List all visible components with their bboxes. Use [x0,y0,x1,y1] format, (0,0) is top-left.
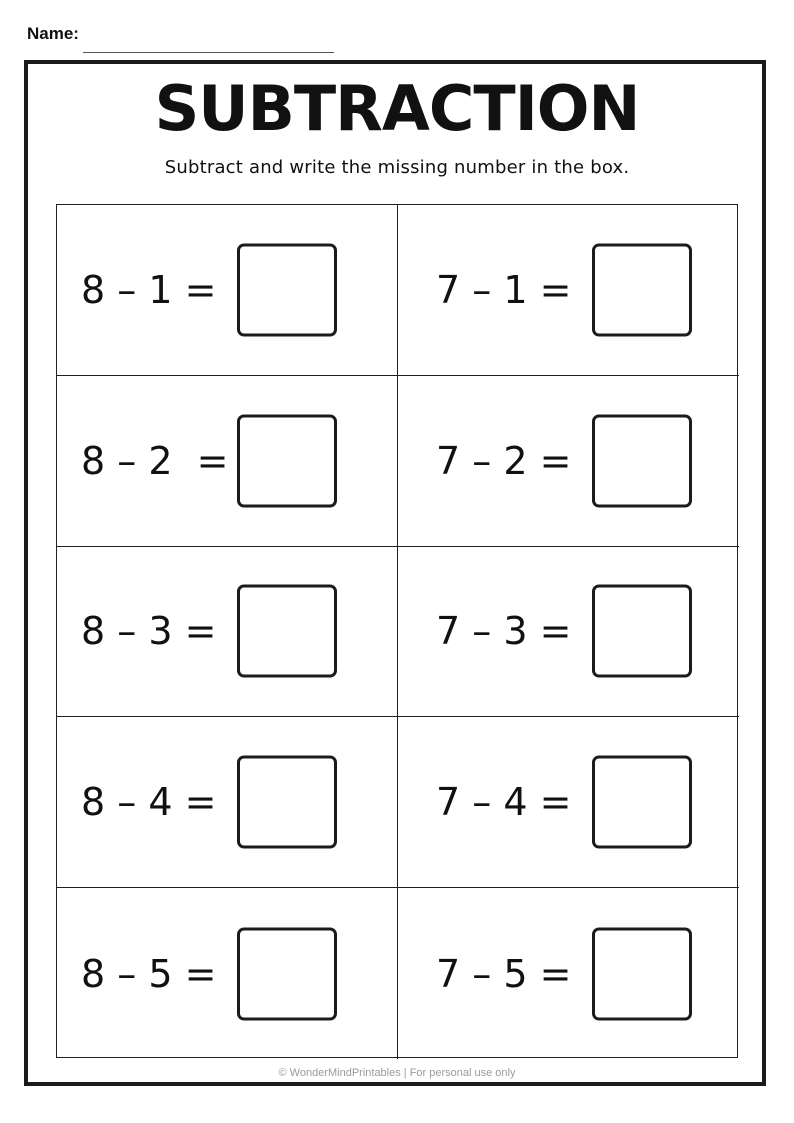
equation: 8 – 5 = [81,951,217,996]
problem-cell [398,717,739,888]
equation: 7 – 3 = [436,609,572,654]
problem-cell [398,888,739,1059]
problem-cell [57,376,398,547]
answer-box[interactable] [237,927,337,1020]
equation: 8 – 1 = [81,267,217,312]
answer-box[interactable] [237,756,337,849]
problem-cell [57,547,398,718]
equation: 8 – 3 = [81,609,217,654]
answer-box[interactable] [592,585,692,678]
worksheet-title: SUBTRACTION [154,72,640,145]
equation: 7 – 5 = [436,951,572,996]
equation: 7 – 2 = [436,438,572,483]
answer-box[interactable] [237,414,337,507]
answer-box[interactable] [592,414,692,507]
footer-credit: © WonderMindPrintables | For personal use only [278,1067,516,1079]
equation: 8 – 2 = [81,438,229,483]
problem-cell [57,717,398,888]
equation: 8 – 4 = [81,780,217,825]
problem-grid [56,204,738,1058]
problem-cell [398,376,739,547]
problem-cell [398,547,739,718]
answer-box[interactable] [237,243,337,336]
equation: 7 – 4 = [436,780,572,825]
problem-cell [57,888,398,1059]
answer-box[interactable] [592,756,692,849]
name-line[interactable] [83,52,334,53]
equation: 7 – 1 = [436,267,572,312]
answer-box[interactable] [592,927,692,1020]
answer-box[interactable] [592,243,692,336]
problem-cell [398,205,739,376]
problem-cell [57,205,398,376]
worksheet-instructions: Subtract and write the missing number in the box. [164,157,630,178]
answer-box[interactable] [237,585,337,678]
name-label: Name: [27,24,79,43]
